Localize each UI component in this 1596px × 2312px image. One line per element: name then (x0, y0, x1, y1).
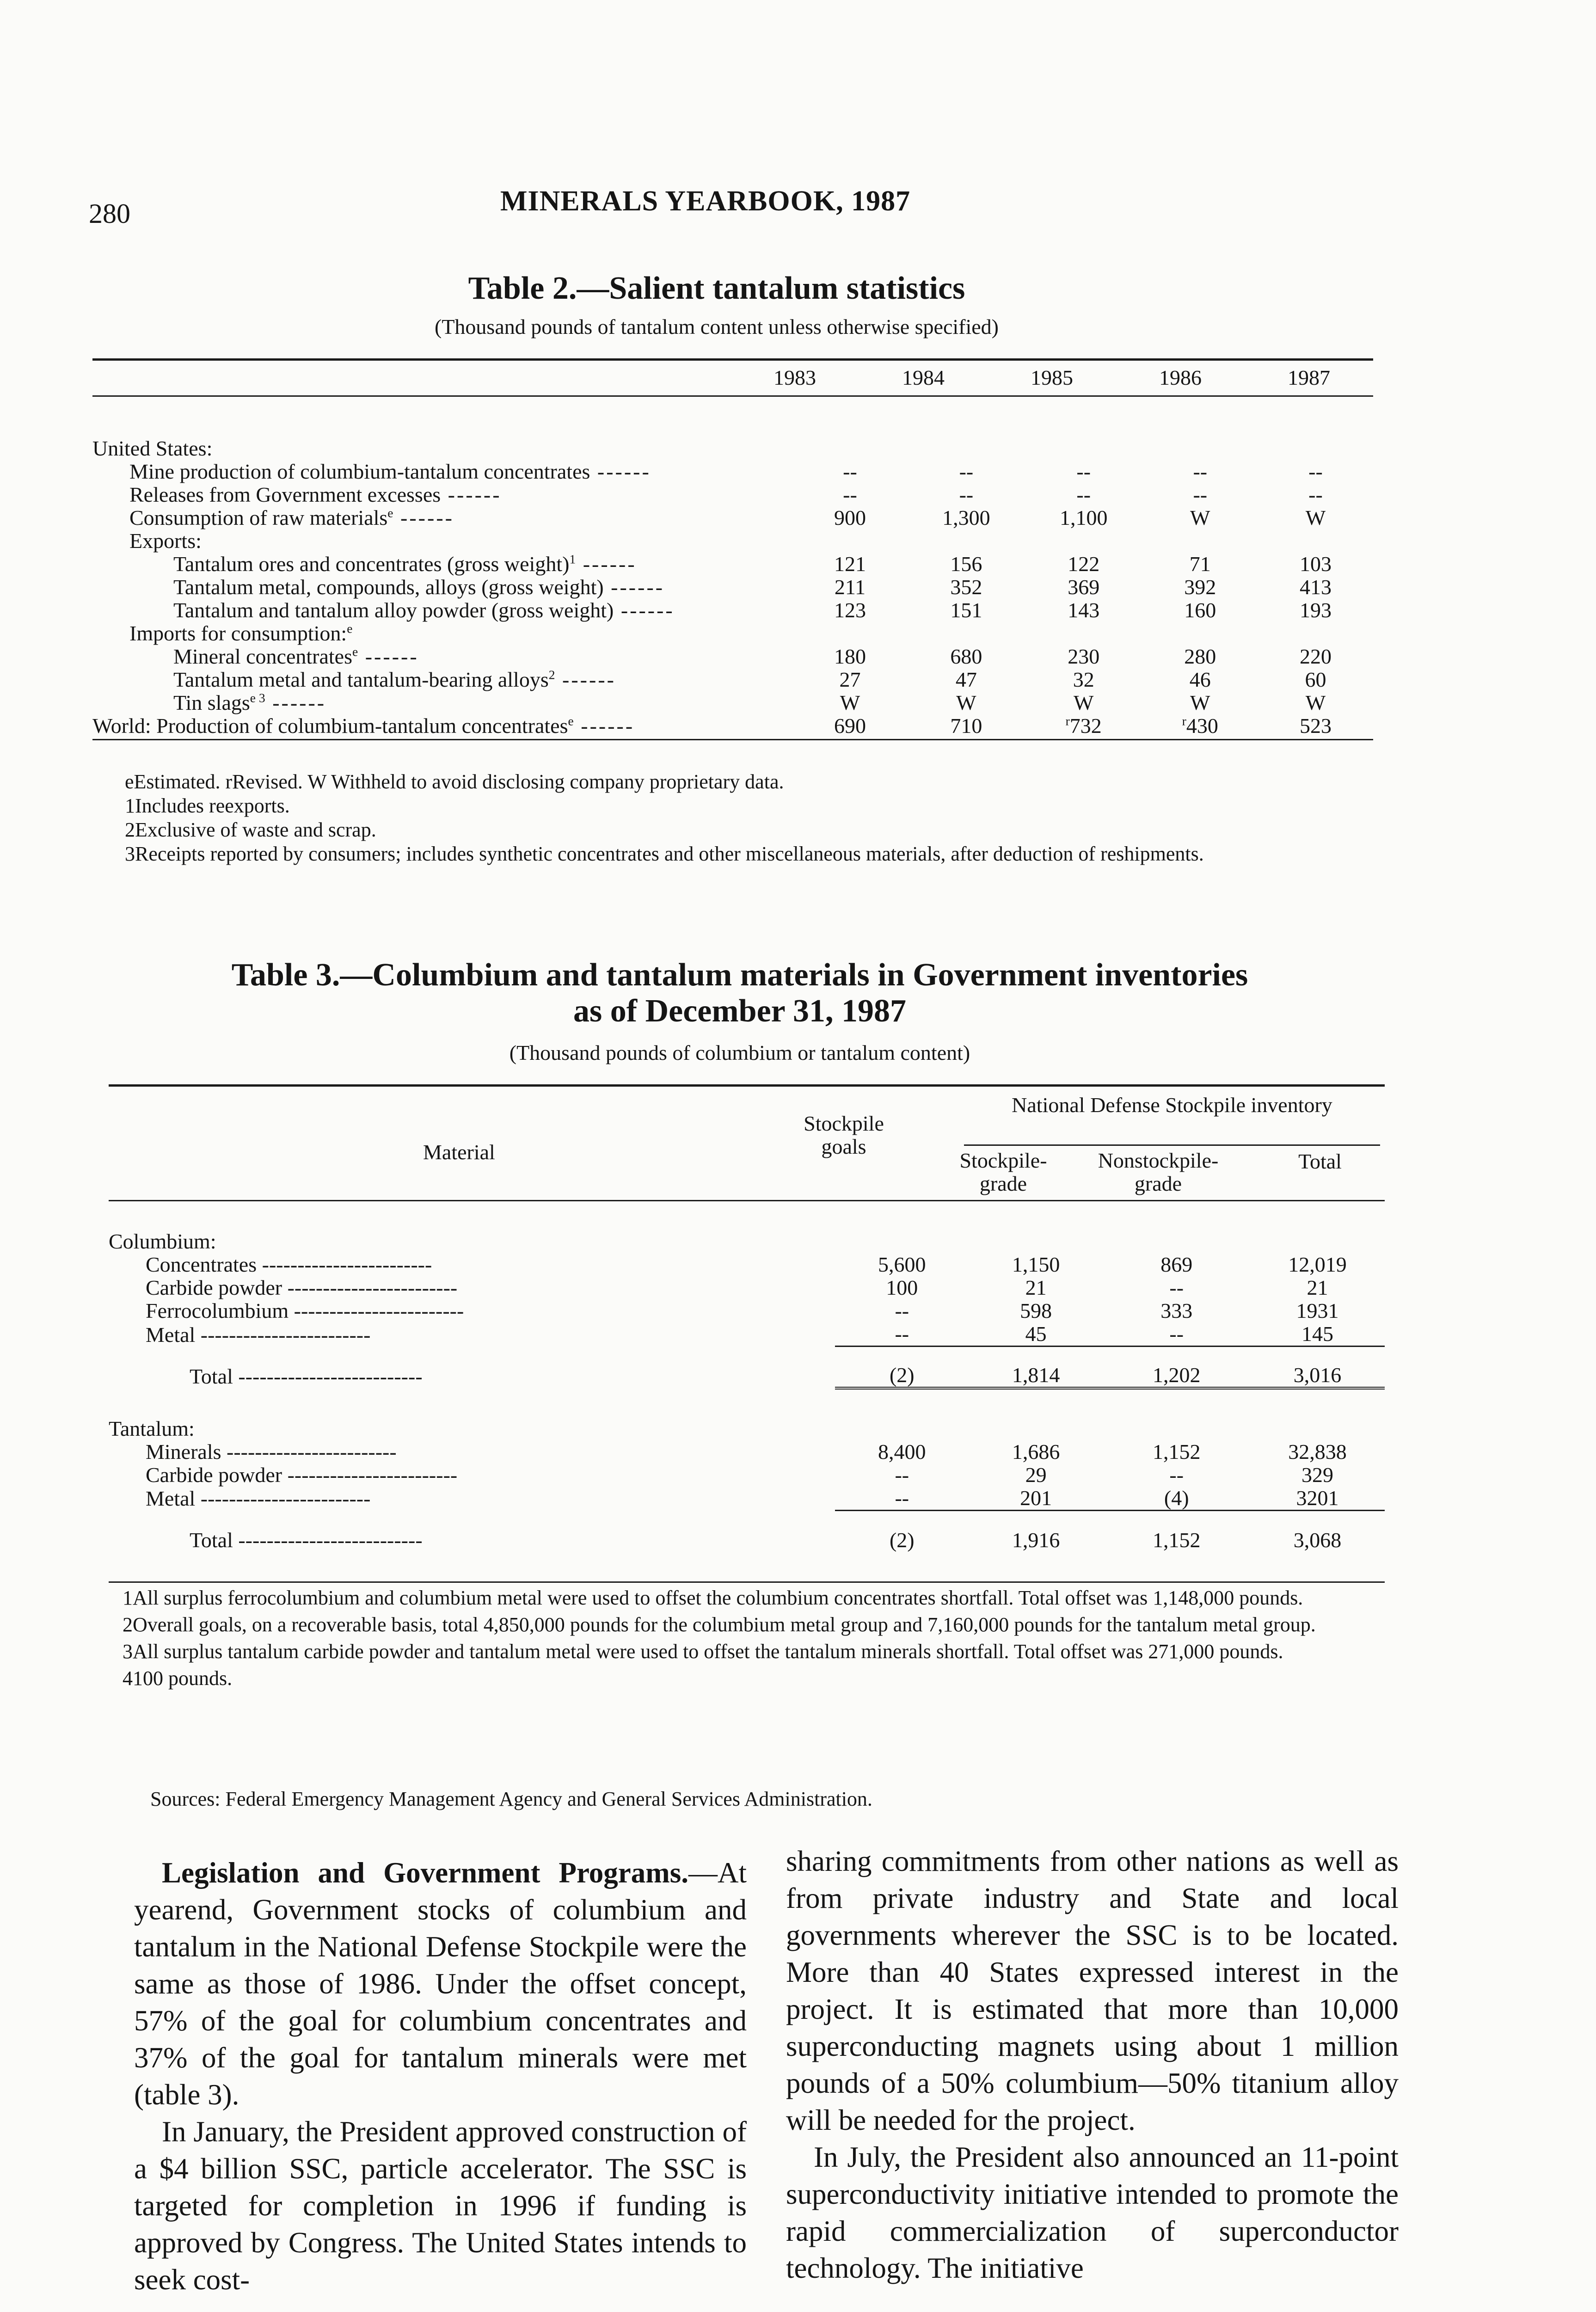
cell-value: 46 (1189, 668, 1211, 691)
cell-value: W (1305, 691, 1326, 714)
cell-value: 71 (1189, 552, 1211, 576)
cell-value: 392 (1184, 575, 1216, 599)
footnote: 1Includes reexports. (125, 794, 290, 817)
body-paragraph: In January, the President approved construction of a $4 billion SSC, particle accelerator. The SSC is targeted for completion in 1996 if funding is approved by Congress. The United States intends to seek cost- (134, 2115, 747, 2296)
table-row (92, 691, 1373, 714)
table3-header-rule (109, 1200, 1385, 1201)
cell-value: (2) (835, 1510, 969, 1552)
cell-value: 1,152 (1103, 1510, 1250, 1552)
table2 (92, 361, 1373, 394)
table-row (92, 437, 1373, 460)
table3-title-line1: Table 3.—Columbium and tantalum materials in Government inventories (231, 957, 1248, 993)
row-label: United States: (92, 437, 213, 460)
cell-value: 333 (1160, 1299, 1193, 1322)
body-paragraph: In July, the President also announced an 11-point superconductivity initiative intended to promote the rapid commercialization of superconductor technology. The initiative (786, 2141, 1399, 2284)
cell-value: 21 (1025, 1276, 1047, 1299)
footnote: 2Overall goals, on a recoverable basis, total 4,850,000 pounds for the columbium metal group and 7,160,000 pounds for the tantalum metal group. (123, 1613, 1316, 1636)
cell-value: -- (843, 483, 857, 506)
cell-value: 220 (1299, 645, 1332, 668)
cell-value: 869 (1160, 1253, 1193, 1276)
row-label: Tantalum metal and tantalum-bearing alloys$^2$ ------ (173, 667, 616, 691)
table-row (109, 1276, 1385, 1299)
cell-value: 45 (1025, 1322, 1047, 1346)
cell-value: -- (895, 1322, 909, 1346)
cell-value: -- (1169, 1463, 1184, 1487)
cell-value: -- (895, 1299, 909, 1322)
cell-value: 3,068 (1250, 1510, 1385, 1552)
cell-value: 5,600 (878, 1253, 926, 1276)
cell-value: 369 (1068, 575, 1100, 599)
cell-value: 201 (1020, 1486, 1052, 1510)
row-label: Tantalum metal, compounds, alloys (gross weight) ------ (173, 575, 665, 599)
footnote: 2Exclusive of waste and scrap. (125, 818, 376, 841)
cell-value: 1,686 (1012, 1439, 1060, 1463)
row-label: Imports for consumption:$^e$ (129, 621, 353, 645)
cell-value (792, 437, 908, 460)
row-label: Consumption of raw materials$^e$ ------ (129, 505, 454, 529)
footnote: 3All surplus tantalum carbide powder and tantalum metal were used to offset the tantalum minerals shortfall. Total offset was 271,000 pounds. (123, 1640, 1283, 1663)
cell-value: W (1073, 691, 1094, 714)
table3-body (109, 1230, 1385, 1552)
cell-value: W (840, 691, 860, 714)
cell-value: -- (1193, 483, 1208, 506)
cell-value: 151 (950, 598, 982, 622)
cell-value (908, 529, 1025, 553)
cell-value: 523 (1299, 714, 1332, 738)
row-label: Total -------------------------- (190, 1364, 423, 1388)
table-row (109, 1253, 1385, 1276)
row-label: Releases from Government excesses ------ (129, 483, 502, 506)
cell-value: 123 (834, 598, 866, 622)
cell-value: 103 (1299, 552, 1332, 576)
cell-value: 60 (1305, 668, 1326, 691)
cell-value: 32 (1073, 668, 1094, 691)
cell-value: 690 (834, 714, 866, 738)
year-header: 1983 (773, 366, 816, 389)
table2-title: Table 2.—Salient tantalum statistics (468, 271, 965, 306)
row-label: Carbide powder ------------------------ (146, 1463, 458, 1487)
cell-value: W (1305, 506, 1326, 529)
year-header: 1985 (1031, 366, 1073, 389)
cell-value: -- (1308, 483, 1323, 506)
table-row (92, 506, 1373, 529)
cell-value: (2) (835, 1347, 969, 1388)
table3-header (109, 1084, 1385, 1200)
cell-value: 32,838 (1288, 1439, 1347, 1463)
row-label: Minerals ------------------------ (146, 1439, 397, 1463)
table3-title-line2: as of December 31, 1987 (573, 993, 906, 1029)
cell-value (1142, 529, 1258, 553)
section-heading: Legislation and Government Programs. (162, 1857, 688, 1889)
page-number: 280 (89, 198, 130, 229)
row-label: Metal ------------------------ (146, 1487, 371, 1510)
cell-value (1025, 529, 1142, 553)
cell-value (1025, 622, 1142, 645)
row-label: Tantalum and tantalum alloy powder (gross weight) ------ (173, 598, 675, 622)
cell-value (1258, 622, 1373, 645)
table-row (92, 599, 1373, 622)
goals-header: Stockpile goals (804, 1112, 884, 1158)
cell-value (908, 622, 1025, 645)
cell-value: 145 (1301, 1322, 1333, 1346)
table2-header-row (92, 361, 1373, 394)
cell-value (1025, 437, 1142, 460)
cell-value: 143 (1068, 598, 1100, 622)
group-row (109, 1230, 1385, 1253)
cell-value: -- (959, 483, 974, 506)
year-header: 1984 (902, 366, 945, 389)
table-row (92, 460, 1373, 483)
cell-value: 230 (1068, 645, 1100, 668)
cell-value: 47 (955, 668, 977, 691)
cell-value: -- (1308, 460, 1323, 483)
running-title: MINERALS YEARBOOK, 1987 (500, 185, 911, 217)
cell-value: -- (843, 460, 857, 483)
cell-value: 680 (950, 645, 982, 668)
row-label: Carbide powder ------------------------ (146, 1276, 458, 1299)
cell-value: 160 (1184, 598, 1216, 622)
cell-value (908, 437, 1025, 460)
cell-value: 598 (1020, 1299, 1052, 1322)
row-label: Concentrates ------------------------ (146, 1253, 432, 1276)
row-label: Metal ------------------------ (146, 1322, 371, 1347)
table-row (92, 645, 1373, 668)
row-label: Total -------------------------- (190, 1528, 423, 1552)
cell-value: -- (1076, 460, 1091, 483)
cell-value: 1,916 (969, 1510, 1103, 1552)
cell-value: 211 (834, 575, 866, 599)
cell-value (1258, 437, 1373, 460)
table-row (109, 1463, 1385, 1487)
row-label: Exports: (129, 529, 202, 553)
cell-value: 1,150 (1012, 1253, 1060, 1276)
cell-value: 29 (1025, 1463, 1047, 1487)
row-label: Mine production of columbium-tantalum concentrates ------ (129, 460, 651, 483)
cell-value: 3201 (1296, 1486, 1339, 1510)
cell-value: -- (895, 1486, 909, 1510)
cell-value: -- (895, 1463, 909, 1487)
table-row (109, 1440, 1385, 1463)
table-row (92, 529, 1373, 553)
table-row (92, 483, 1373, 506)
nonstockpile-grade-header: Nonstockpile-grade (1098, 1149, 1219, 1195)
total-row (109, 1510, 1385, 1552)
cell-value: 352 (950, 575, 982, 599)
table-row (92, 576, 1373, 599)
cell-value: W (1190, 691, 1210, 714)
row-label: World: Production of columbium-tantalum concentrates$^e$ ------ (92, 713, 635, 738)
table2-subtitle: (Thousand pounds of tantalum content unless otherwise specified) (435, 315, 999, 338)
row-label: Mineral concentrates$^e$ ------ (173, 644, 419, 668)
body-paragraph: sharing commitments from other nations as well as from private industry and State and local governments wherever the SSC is to be located. More than 40 States expressed interest in the project. It is estimated that more than 10,000 superconducting magnets using about 1 million pounds of a 50% columbium—50% titanium alloy will be needed for the project. (786, 1845, 1399, 2136)
cell-value: (4) (1164, 1486, 1189, 1510)
table3-subtitle: (Thousand pounds of columbium or tantalum content) (509, 1041, 970, 1064)
cell-value: 156 (950, 552, 982, 576)
nds-inventory-rule (964, 1144, 1380, 1146)
cell-value: 1931 (1296, 1299, 1339, 1322)
row-label: Ferrocolumbium ------------------------ (146, 1299, 464, 1322)
cell-value: 193 (1299, 598, 1332, 622)
cell-value (1142, 437, 1258, 460)
table-row (109, 1322, 1385, 1347)
cell-value (792, 529, 908, 553)
cell-value: $^r$430 (1182, 713, 1218, 738)
cell-value: 280 (1184, 645, 1216, 668)
cell-value: 8,400 (878, 1439, 926, 1463)
cell-value: 1,202 (1103, 1347, 1250, 1388)
cell-value: $^r$732 (1065, 713, 1102, 738)
cell-value: 100 (886, 1276, 918, 1299)
stockpile-grade-header: Stockpile-grade (959, 1149, 1047, 1195)
row-label: Tin slags$^{e 3}$ ------ (173, 690, 326, 714)
cell-value: 1,100 (1059, 506, 1108, 529)
cell-value: 27 (839, 668, 861, 691)
row-label: Tantalum ores and concentrates (gross weight)$^1$ ------ (173, 552, 637, 576)
body-left-column (134, 1854, 747, 2298)
material-header: Material (423, 1140, 495, 1164)
group-row (109, 1417, 1385, 1440)
footnote: 4100 pounds. (123, 1667, 233, 1690)
cell-value: -- (959, 460, 974, 483)
cell-value: W (956, 691, 976, 714)
cell-value: 1,300 (942, 506, 990, 529)
table2-footnotes (125, 770, 1373, 866)
nds-inventory-header: National Defense Stockpile inventory (1012, 1093, 1332, 1117)
table2-header-rule (92, 395, 1373, 397)
cell-value: -- (1193, 460, 1208, 483)
cell-value: 1,814 (969, 1347, 1103, 1388)
cell-value: 121 (834, 552, 866, 576)
cell-value: 180 (834, 645, 866, 668)
table2-body (92, 437, 1373, 738)
cell-value: -- (1076, 483, 1091, 506)
cell-value: 900 (834, 506, 866, 529)
footnote: 3Receipts reported by consumers; includes synthetic concentrates and other miscellaneous materials, after deduction of reshipments. (125, 842, 1204, 865)
table-row (109, 1487, 1385, 1511)
table-row (92, 668, 1373, 691)
table-row (92, 714, 1373, 738)
body-right-column (786, 1843, 1399, 2287)
year-header: 1987 (1288, 366, 1330, 389)
body-paragraph: —At yearend, Government stocks of columbium and tantalum in the National Defense Stockpile were the same as those of 1986. Under the offset concept, 57% of the goal for columbium concentrates and 37% of the goal for tantalum minerals were met (table 3). (134, 1857, 747, 2111)
footnote: eEstimated. rRevised. W Withheld to avoid disclosing company proprietary data. (125, 770, 784, 793)
cell-value: -- (1169, 1276, 1184, 1299)
cell-value: 710 (950, 714, 982, 738)
cell-value: -- (1169, 1322, 1184, 1346)
table-row (92, 622, 1373, 645)
cell-value: 122 (1068, 552, 1100, 576)
total-header: Total (1298, 1150, 1342, 1173)
cell-value (1258, 529, 1373, 553)
table3-sources: Sources: Federal Emergency Management Agency and General Services Administration. (150, 1788, 872, 1810)
table-row (109, 1299, 1385, 1322)
cell-value: 3,016 (1250, 1347, 1385, 1388)
table2-bottom-rule (92, 739, 1373, 740)
cell-value: 329 (1301, 1463, 1333, 1487)
spacer-row (109, 1388, 1385, 1417)
table3-bottom-rule (109, 1581, 1385, 1583)
year-header: 1986 (1159, 366, 1202, 389)
table-row (92, 553, 1373, 576)
row-label: Columbium: (109, 1230, 216, 1253)
row-label: Tantalum: (109, 1416, 195, 1440)
cell-value: 12,019 (1288, 1253, 1347, 1276)
cell-value: 1,152 (1152, 1439, 1201, 1463)
cell-value (1142, 622, 1258, 645)
cell-value: 413 (1299, 575, 1332, 599)
total-row (109, 1347, 1385, 1388)
cell-value (792, 622, 908, 645)
footnote: 1All surplus ferrocolumbium and columbium metal were used to offset the columbium concentrates shortfall. Total offset was 1,148,000 pounds. (123, 1586, 1303, 1609)
table3-footnotes (123, 1586, 1385, 1693)
cell-value: W (1190, 506, 1210, 529)
cell-value: 21 (1307, 1276, 1328, 1299)
